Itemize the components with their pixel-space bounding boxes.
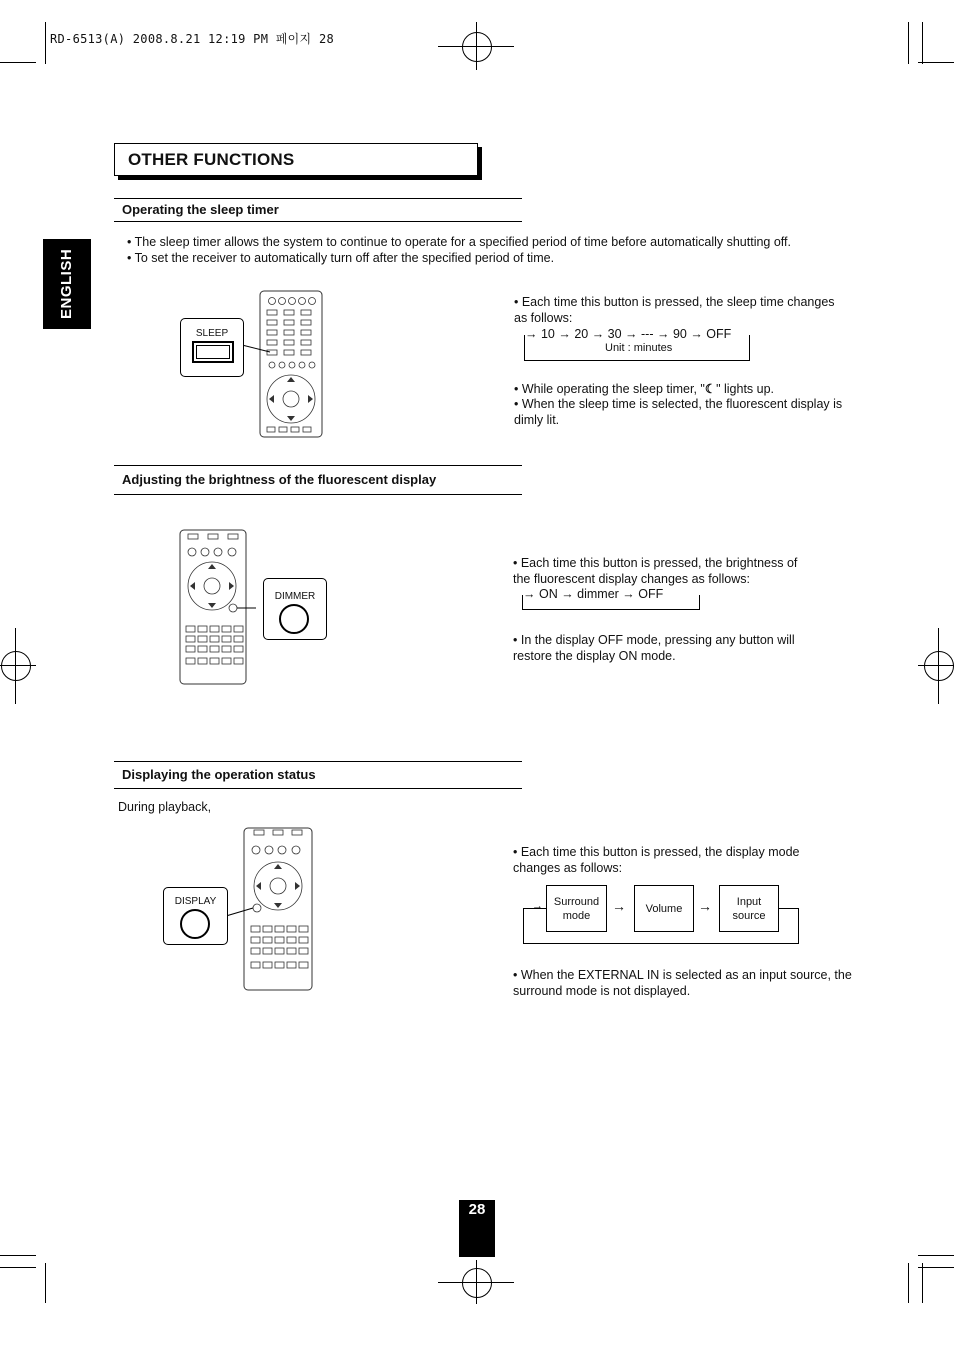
display-note-1: • Each time this button is pressed, the display mode changes as follows:	[513, 845, 800, 875]
remote-control-display-illustration	[220, 826, 320, 992]
crop-mark	[908, 1263, 909, 1303]
sleep-button-label: SLEEP	[195, 328, 229, 339]
display-flow-connector	[777, 908, 798, 909]
crop-mark	[918, 62, 954, 63]
display-button-label: DISPLAY	[174, 896, 217, 907]
registration-line	[938, 628, 939, 704]
dimmer-callout	[263, 578, 327, 640]
registration-line	[0, 665, 36, 666]
display-flow-arrow-icon: →	[612, 898, 626, 914]
registration-mark-icon	[462, 32, 492, 62]
registration-mark-icon	[924, 651, 954, 681]
page-number: 28	[468, 1201, 486, 1218]
sleep-sequence: → 10 → 20 → 30 → --- → 90 → OFF	[525, 327, 732, 341]
sleep-intro-1: • The sleep timer allows the system to continue to operate for a specified period of time before automatically shutting off.	[127, 235, 791, 249]
section-rule	[114, 198, 522, 199]
display-button[interactable]	[180, 909, 210, 939]
sleep-note-2: • While operating the sleep timer, "☾" lights up.	[514, 382, 775, 396]
remote-control-dimmer-illustration	[176, 528, 256, 688]
sleep-moon-icon: ☾	[704, 382, 717, 396]
registration-line	[476, 22, 477, 70]
registration-line	[476, 1260, 477, 1304]
sleep-button[interactable]	[192, 341, 234, 363]
sleep-note-1: • Each time this button is pressed, the sleep time changes as follows:	[514, 295, 835, 325]
display-flow-item-volume: Volume	[634, 885, 694, 932]
crop-mark	[922, 1263, 923, 1303]
dimmer-button[interactable]	[279, 604, 309, 634]
dimmer-note-2: • In the display OFF mode, pressing any button will restore the display ON mode.	[513, 633, 795, 663]
section-rule	[114, 221, 522, 222]
crop-mark	[918, 1255, 954, 1256]
section-rule	[114, 761, 522, 762]
crop-mark	[908, 22, 909, 64]
print-header: RD-6513(A) 2008.8.21 12:19 PM 페이지 28	[50, 32, 334, 46]
display-during-playback: During playback,	[118, 800, 212, 814]
registration-line	[918, 665, 954, 666]
crop-mark	[918, 1267, 954, 1268]
display-note-2: • When the EXTERNAL IN is selected as an input source, the surround mode is not displayed.	[513, 968, 852, 998]
dimmer-button-label: DIMMER	[274, 591, 316, 602]
section-rule	[114, 465, 522, 466]
display-section-title: Displaying the operation status	[122, 767, 316, 782]
crop-mark	[45, 22, 46, 64]
sleep-unit: Unit : minutes	[605, 342, 673, 354]
crop-mark	[922, 22, 923, 64]
section-rule	[114, 788, 522, 789]
display-flow-item-input: Input source	[719, 885, 779, 932]
sleep-intro-2: • To set the receiver to automatically turn off after the specified period of time.	[127, 251, 555, 265]
dimmer-sequence: → ON → dimmer → OFF	[523, 587, 664, 601]
display-callout	[163, 887, 228, 945]
language-tab-label: ENGLISH	[58, 248, 75, 320]
registration-mark-icon	[462, 1268, 492, 1298]
dimmer-note-1: • Each time this button is pressed, the brightness of the fluorescent display changes as follows:	[513, 556, 798, 586]
sleep-section-title: Operating the sleep timer	[122, 202, 279, 217]
section-rule	[114, 494, 522, 495]
crop-mark	[0, 1255, 36, 1256]
crop-mark	[0, 1267, 36, 1268]
display-flow-arrow-icon: →	[532, 900, 543, 912]
sleep-callout	[180, 318, 244, 377]
display-flow-item-surround: Surround mode	[546, 885, 607, 932]
sleep-note-3: • When the sleep time is selected, the fluorescent display is dimly lit.	[514, 397, 843, 427]
registration-line	[15, 628, 16, 704]
page-title: OTHER FUNCTIONS	[128, 150, 295, 169]
registration-mark-icon	[1, 651, 31, 681]
crop-mark	[45, 1263, 46, 1303]
display-flow-arrow-icon: →	[698, 898, 712, 914]
dimmer-section-title: Adjusting the brightness of the fluorescent display	[122, 472, 437, 487]
crop-mark	[0, 62, 36, 63]
